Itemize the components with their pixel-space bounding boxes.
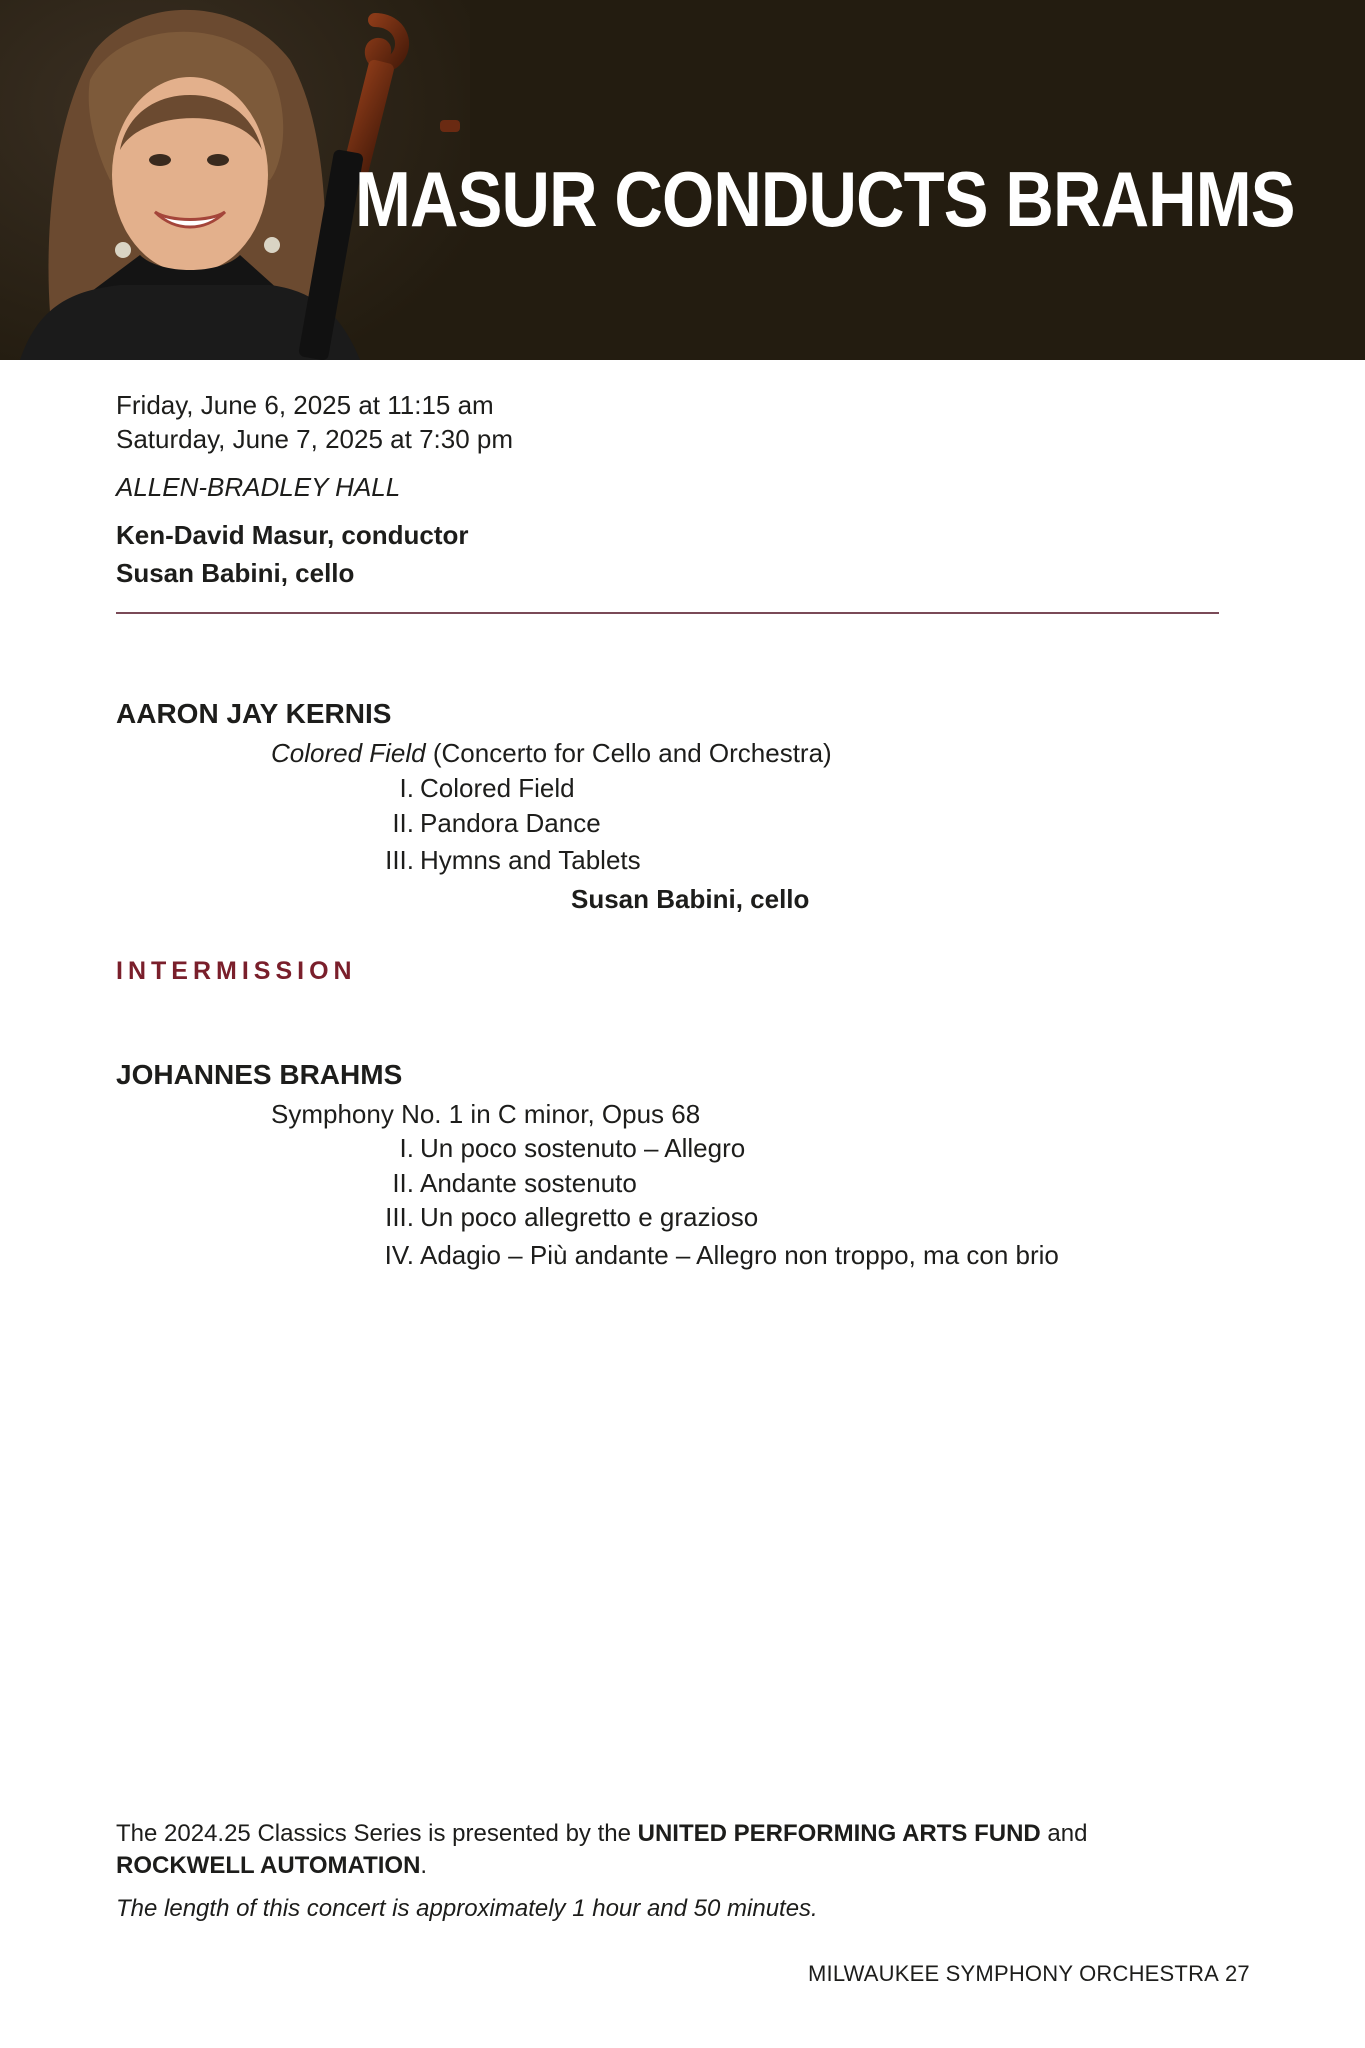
movement-name: Adagio – Più andante – Allegro non troppo, ma con brio bbox=[420, 1240, 1059, 1270]
movement-name: Pandora Dance bbox=[420, 808, 601, 838]
work-title-italic: Colored Field bbox=[271, 738, 426, 768]
movement-name: Andante sostenuto bbox=[420, 1168, 637, 1198]
movement-number: III. bbox=[385, 845, 414, 875]
movement-name: Colored Field bbox=[420, 773, 575, 803]
movement-number: III. bbox=[385, 1202, 414, 1232]
work-subtitle: (Concerto for Cello and Orchestra) bbox=[432, 738, 832, 768]
movement-item bbox=[374, 1202, 758, 1233]
section-divider bbox=[116, 612, 1219, 614]
organization-name: MILWAUKEE SYMPHONY ORCHESTRA bbox=[808, 1961, 1220, 1986]
movement-number: II. bbox=[392, 1168, 414, 1198]
concert-length-note: The length of this concert is approximately 1 hour and 50 minutes. bbox=[116, 1895, 818, 1922]
movement-item bbox=[374, 773, 575, 804]
performance-date-2: Saturday, June 7, 2025 at 7:30 pm bbox=[116, 424, 514, 454]
sponsor-end: . bbox=[420, 1852, 428, 1879]
sponsor-and: and bbox=[1047, 1820, 1088, 1847]
movement-item bbox=[374, 1168, 637, 1199]
work-title-kernis bbox=[271, 738, 832, 769]
venue: ALLEN-BRADLEY HALL bbox=[116, 472, 401, 502]
intermission-label: INTERMISSION bbox=[116, 957, 357, 985]
sponsor-prefix: The 2024.25 Classics Series is presented by the bbox=[116, 1820, 631, 1847]
sponsor-line-2 bbox=[116, 1850, 427, 1881]
movement-name: Un poco allegretto e grazioso bbox=[420, 1202, 759, 1232]
movement-item bbox=[374, 808, 601, 839]
movement-item bbox=[374, 1240, 1059, 1271]
movement-number: IV. bbox=[384, 1240, 414, 1270]
sponsor-line-1 bbox=[116, 1818, 1087, 1849]
composer-kernis: AARON JAY KERNIS bbox=[116, 698, 392, 729]
performance-date-1: Friday, June 6, 2025 at 11:15 am bbox=[116, 390, 494, 420]
movement-item bbox=[374, 845, 641, 876]
header-banner bbox=[0, 0, 1365, 360]
movement-item bbox=[374, 1133, 745, 1164]
concert-title: MASUR CONDUCTS BRAHMS bbox=[355, 155, 1295, 243]
composer-brahms: JOHANNES BRAHMS bbox=[116, 1059, 403, 1090]
movement-name: Un poco sostenuto – Allegro bbox=[420, 1133, 746, 1163]
performer-cellist: Susan Babini, cello bbox=[116, 558, 355, 588]
sponsor-rockwell: ROCKWELL AUTOMATION bbox=[116, 1852, 421, 1879]
work-title-brahms: Symphony No. 1 in C minor, Opus 68 bbox=[271, 1099, 701, 1129]
soloist-credit: Susan Babini, cello bbox=[571, 884, 810, 914]
page-number: 27 bbox=[1225, 1961, 1250, 1986]
sponsor-upaf: UNITED PERFORMING ARTS FUND bbox=[637, 1820, 1041, 1847]
performer-conductor: Ken-David Masur, conductor bbox=[116, 520, 469, 550]
movement-number: II. bbox=[392, 808, 414, 838]
movement-number: I. bbox=[399, 1133, 414, 1163]
movement-number: I. bbox=[399, 773, 414, 803]
movement-name: Hymns and Tablets bbox=[420, 845, 641, 875]
